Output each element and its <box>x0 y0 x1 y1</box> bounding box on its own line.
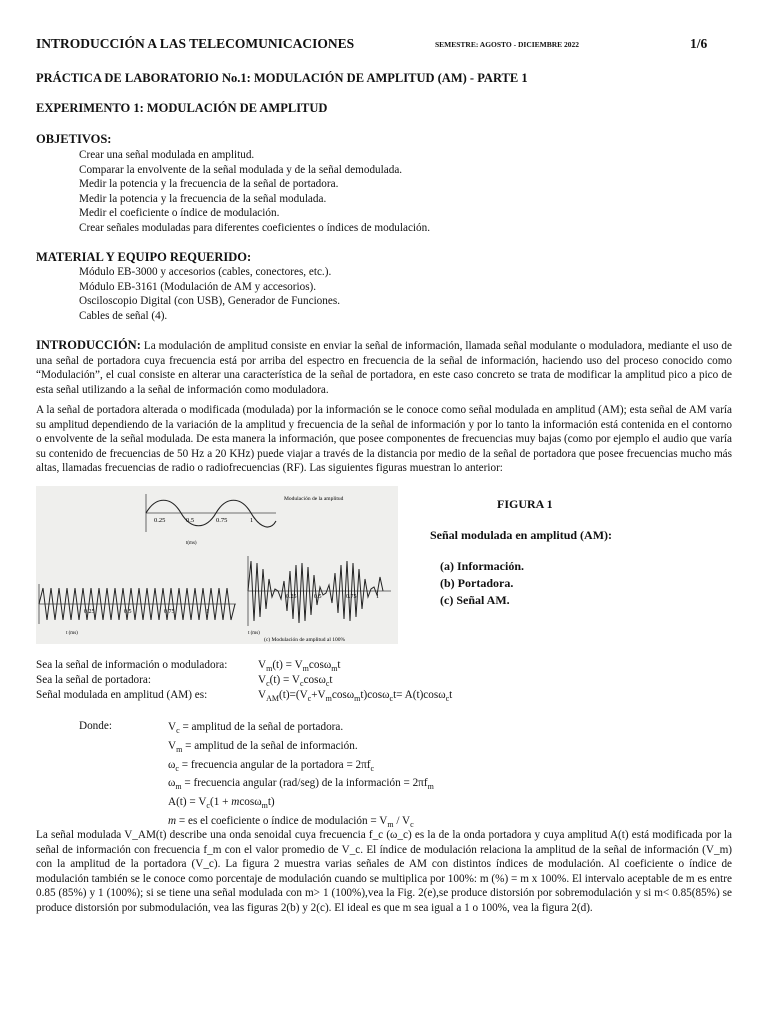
semester-label: SEMESTRE: AGOSTO - DICIEMBRE 2022 <box>435 40 580 49</box>
figure-items <box>440 558 524 609</box>
materials-list <box>79 265 340 323</box>
figure-title: FIGURA 1 <box>497 497 553 511</box>
experiment-title: EXPERIMENTO 1: MODULACIÓN DE AMPLITUD <box>36 101 328 115</box>
list-item: Comparar la envolvente de la señal modulada y de la señal demodulada. <box>79 163 403 176</box>
panel-c-tick: 0.5 <box>314 594 322 600</box>
signal-row-carrier <box>36 674 333 689</box>
figure-item: (a) Información. <box>440 559 524 573</box>
panel-b-tick: 0.75 <box>164 609 175 615</box>
panel-a-tick: 0.75 <box>216 517 228 524</box>
where-label: Donde: <box>79 720 112 732</box>
panel-c-xlabel: t (ms) <box>248 631 260 636</box>
signal-row-information <box>36 659 341 674</box>
intro-paragraph-2: A la señal de portadora alterada o modificada (modulada) por la información se le conoce como señal modulada en amplitud (AM); esta señal de AM varía su amplitud dependiendo de la variación de la amplitud y frecuencia de la señal de información y por lo tanto la información está contenida en el contorno o envolvente de la señal modulada. De esta manera la información, que posee componentes de frecuencias muy bajas (como por ejemplo el audio que varía su contenido de frecuencias de 50 Hz a 20 KHz) puede viajar a través de la distancia por medio de la señal de portadora que posee frecuencias mucho más altas, llamadas frecuencias de radio o radiofrecuencias (RF). Las siguientes figuras muestran lo anterior: <box>36 404 732 475</box>
list-item: Módulo EB-3000 y accesorios (cables, conectores, etc.). <box>79 266 332 278</box>
figure-item: (c) Señal AM. <box>440 593 510 607</box>
list-item: Medir la potencia y la frecuencia de la señal de portadora. <box>79 178 339 191</box>
equation: $V_c(t) = V_c\cos\omega_ct$ <box>258 674 333 689</box>
panel-b-tick: 1 <box>206 609 209 615</box>
figure-subtitle: Señal modulada en amplitud (AM): <box>430 528 613 542</box>
panel-a-label: Modulación de la amplitud <box>284 496 344 502</box>
objectives-list <box>79 148 430 236</box>
panel-a-information <box>146 494 344 546</box>
panel-b-xlabel: t (ms) <box>66 631 78 636</box>
panel-c-caption: (c) Modulación de amplitud al 100% <box>264 637 346 643</box>
signal-label: Sea la señal de portadora: <box>36 674 151 686</box>
equation: $V_m(t) = V_m\cos\omega_mt$ <box>258 659 341 674</box>
panel-a-tick: 1 <box>250 517 254 524</box>
panel-a-xlabel: t(ms) <box>186 541 197 546</box>
list-item: Medir el coeficiente o índice de modulación. <box>79 207 280 220</box>
list-item: Crear señales moduladas para diferentes coeficientes o índices de modulación. <box>79 221 431 234</box>
practice-title: PRÁCTICA DE LABORATORIO No.1: MODULACIÓN DE AMPLITUD (AM) - PARTE 1 <box>36 71 528 85</box>
panel-b-tick: 0.25 <box>84 609 95 615</box>
panel-b-carrier <box>39 584 236 636</box>
definition-line: $V_m$ = amplitud de la señal de información. <box>168 739 358 755</box>
panel-c-am-signal <box>248 556 391 643</box>
signal-row-am <box>36 689 453 704</box>
definition-line: $V_c$ = amplitud de la señal de portadora. <box>168 721 344 736</box>
panel-a-tick: 0.5 <box>186 517 195 524</box>
equation: $V_{AM}(t)=(V_c+V_m\cos\omega_mt)\cos\omega_ct= A(t)\cos\omega_ct$ <box>258 689 453 704</box>
panel-c-tick: 0.25 <box>286 594 297 600</box>
objectives-heading: OBJETIVOS: <box>36 132 112 146</box>
course-title: INTRODUCCIÓN A LAS TELECOMUNICACIONES <box>36 36 355 51</box>
figure-item: (b) Portadora. <box>440 576 514 590</box>
signal-label: Señal modulada en amplitud (AM) es: <box>36 689 208 701</box>
list-item: Módulo EB-3161 (Modulación de AM y accesorios). <box>79 280 317 293</box>
figure-1-svg <box>36 486 398 644</box>
figure-1-image <box>36 486 398 644</box>
panel-c-tick: 0.75 <box>346 594 357 600</box>
panel-a-tick: 0.25 <box>154 517 166 524</box>
panel-c-tick: 1 <box>376 594 379 600</box>
definition-line: $\omega_c$ = frecuencia angular de la portadora = $2\pi f_c$ <box>168 758 375 773</box>
intro-paragraph-1 <box>36 338 732 397</box>
definition-line: m = es el coeficiente o índice de modulación = $V_m / V_c$ <box>168 815 414 830</box>
definitions-list <box>168 720 434 833</box>
panel-b-tick: 0.5 <box>124 609 132 615</box>
list-item: Medir la potencia y la frecuencia de la señal modulada. <box>79 192 327 205</box>
materials-heading: MATERIAL Y EQUIPO REQUERIDO: <box>36 250 252 264</box>
list-item: Crear una señal modulada en amplitud. <box>79 149 255 161</box>
definition-line: $\omega_m$ = frecuencia angular (rad/seg) de la información = $2\pi f_m$ <box>168 777 434 792</box>
list-item: Cables de señal (4). <box>79 309 168 322</box>
intro-heading: INTRODUCCIÓN: <box>36 338 141 352</box>
list-item: Osciloscopio Digital (con USB), Generador de Funciones. <box>79 295 340 308</box>
final-paragraph: La señal modulada V_AM(t) describe una onda senoidal cuya frecuencia f_c (ω_c) es la de la onda portadora y cuya amplitud A(t) está modificada por la señal de información con frecuencia f_m con el valor promedio de V_c. El índice de modulación relaciona la amplitud de la señal de información (V_m) con la amplitud de la portadora (V_c). La figura 2 muestra varias señales de AM con distintos índices de modulación. Al coeficiente o índice de modulación también se le conoce como porcentaje de modulación cuando se multiplica por 100%: m (%) = m x 100%. El intervalo aceptable de m es entre 0.85 (85%) y 1 (100%); si se tiene una señal modulada con m> 1 (100%),vea la Fig. 2(e),se produce distorsión por sobremodulación y si m< 0.85(85%) se produce distorsión por submodulación, vea las figuras 2(b) y 2(c). El ideal es que m sea igual a 1 o 100%, vea la figura 2(d). <box>36 829 732 914</box>
definition-line: $A(t) = V_c(1 + mcos\omega_mt)$ <box>168 796 275 811</box>
page-number: 1/6 <box>690 36 708 51</box>
intro-text-1: La modulación de amplitud consiste en enviar la señal de información, llamada señal modulante o moduladora, mediante el uso de una señal de portadora cuya frecuencia está por arriba del espectro en frecuencia de la señal de información, haciendo uso del proceso conocido como “Modulación”, el cual consiste en alterar una característica de la señal de portadora, en este caso concreto se trata de modificar la amplitud pico a pico de esta señal utilizando a la señal de información como moduladora. <box>36 340 732 396</box>
signal-label: Sea la señal de información o moduladora: <box>36 659 228 671</box>
